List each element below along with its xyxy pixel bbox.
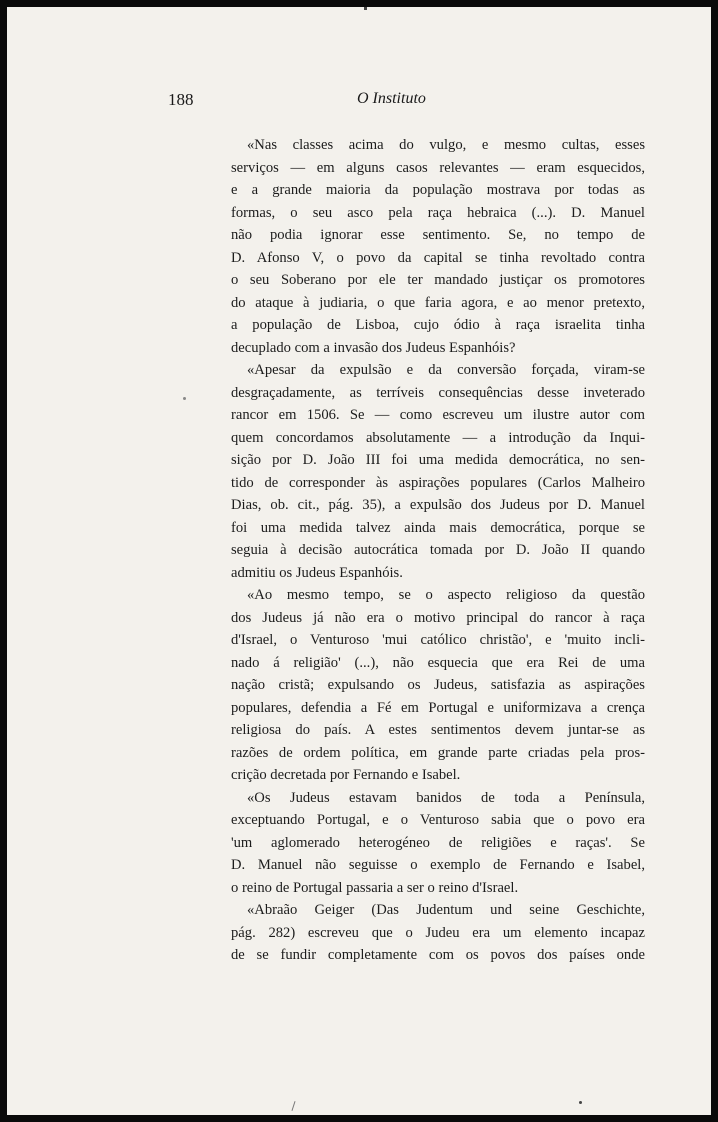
text-line: decuplado com a invasão dos Judeus Espanhóis? [231,339,516,356]
text-line: «Abraão Geiger (Das Judentum und seine Geschichte, [247,902,645,918]
scan-speck [364,7,367,10]
text-line: d'Israel, o Venturoso 'mui católico christão', e 'muito incli- [231,632,645,648]
text-line: serviços — em alguns casos relevantes — eram esquecidos, [231,159,645,176]
text-line: exceptuando Portugal, e o Venturoso sabia que o povo era [231,812,645,828]
text-line: nação cristã; expulsando os Judeus, satisfazia as aspirações [231,677,645,693]
text-line: desgraçadamente, as terríveis consequências desse inveterado [231,384,645,401]
text-line: quem concordamos absolutamente — a introdução da Inqui- [231,429,645,446]
scan-mark [291,1101,295,1111]
book-page [7,7,711,1115]
text-line: Dias, ob. cit., pág. 35), a expulsão dos Judeus por D. Manuel [231,497,645,513]
text-line: admitiu os Judeus Espanhóis. [231,564,403,581]
text-line: de se fundir completamente com os povos dos países onde [231,947,645,963]
page-number: 188 [168,90,194,109]
text-line: religiosa do país. A estes sentimentos devem juntar-se as [231,722,645,738]
text-line: crição decretada por Fernando e Isabel. [231,767,461,783]
text-line: 'um aglomerado heterogéneo de religiões e raças'. Se [231,834,645,851]
text-line: razões de ordem política, em grande parte criadas pela pros- [231,744,645,761]
scan-speck [183,397,186,400]
text-line: não podia ignorar esse sentimento. Se, no tempo de [231,227,645,243]
text-line: nado á religião' (...), não esquecia que era Rei de uma [231,654,645,671]
text-line: seguia à decisão autocrática tomada por D. João II quando [231,542,645,558]
body-text [231,134,645,967]
running-title: O Instituto [357,90,426,107]
text-line: o seu Soberano por ele ter mandado justiçar os promotores [231,272,645,288]
text-line: rancor em 1506. Se — como escreveu um ilustre autor com [231,407,645,423]
text-line: tido de corresponder às aspirações populares (Carlos Malheiro [231,474,645,491]
page-header [7,90,711,114]
text-line: dos Judeus já não era o motivo principal do rancor à raça [231,609,645,626]
text-line: populares, defendia a Fé em Portugal e uniformizava a crença [231,699,645,716]
text-line: sição por D. João III foi uma medida democrática, no sen- [231,452,645,468]
text-line: «Ao mesmo tempo, se o aspecto religioso da questão [247,587,645,603]
text-line: do ataque à judiaria, o que faria agora, e ao menor pretexto, [231,294,645,311]
scan-speck [579,1101,582,1104]
text-line: pág. 282) escreveu que o Judeu era um elemento incapaz [231,924,645,941]
text-line: «Os Judeus estavam banidos de toda a Península, [247,789,645,806]
text-line: formas, o seu asco pela raça hebraica (...). D. Manuel [231,204,645,221]
text-line: D. Afonso V, o povo da capital se tinha revoltado contra [231,249,645,266]
text-line: foi uma medida talvez ainda mais democrática, porque se [231,519,645,536]
text-line: «Nas classes acima do vulgo, e mesmo cultas, esses [247,137,645,153]
text-line: «Apesar da expulsão e da conversão forçada, viram-se [247,362,645,378]
text-line: D. Manuel não seguisse o exemplo de Fernando e Isabel, [231,857,645,873]
text-line: a população de Lisboa, cujo ódio à raça israelita tinha [231,317,645,333]
text-line: o reino de Portugal passaria a ser o reino d'Israel. [231,879,519,896]
text-line: e a grande maioria da população mostrava por todas as [231,182,645,198]
